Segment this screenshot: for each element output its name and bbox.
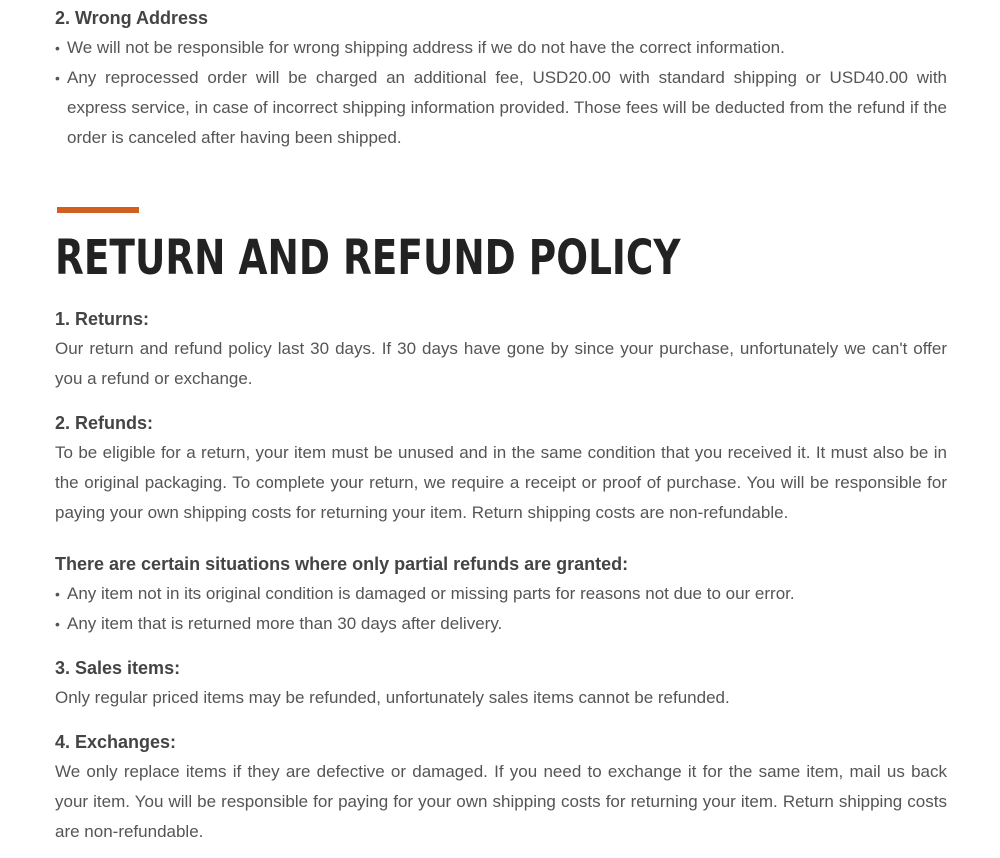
partial-refunds-bullet-1: Any item not in its original condition is damaged or missing parts for reasons not due to our error. — [67, 584, 795, 603]
bullet-icon: • — [55, 70, 60, 86]
sales-items-block — [55, 653, 947, 713]
exchanges-text: We only replace items if they are defective or damaged. If you need to exchange it for the same item, mail us back your item. You will be responsible for paying for your own shipping costs for returning your item. Return shipping costs are non-refundable. — [55, 762, 947, 841]
returns-text: Our return and refund policy last 30 days. If 30 days have gone by since your purchase, unfortunately we can't offer you a refund or exchange. — [55, 339, 947, 388]
refunds-title: 2. Refunds: — [55, 413, 154, 433]
list-item — [55, 579, 947, 609]
wrong-address-block — [55, 3, 947, 153]
refunds-text: To be eligible for a return, your item must be unused and in the same condition that you received it. It must also be in the original packaging. To complete your return, we require a receipt or proof of purchase. You will be responsible for paying your own shipping costs for returning your item. Return shipping costs are non-refundable. — [55, 443, 947, 522]
list-item — [55, 33, 947, 63]
refunds-block — [55, 408, 947, 528]
returns-title: 1. Returns: — [55, 309, 150, 329]
partial-refunds-bullet-2: Any item that is returned more than 30 days after delivery. — [67, 614, 503, 633]
wrong-address-bullet-1: We will not be responsible for wrong shipping address if we do not have the correct information. — [67, 38, 785, 57]
list-item — [55, 63, 947, 153]
bullet-icon: • — [55, 616, 60, 632]
partial-refunds-title: There are certain situations where only partial refunds are granted: — [55, 554, 629, 574]
exchanges-block — [55, 727, 947, 847]
exchanges-title: 4. Exchanges: — [55, 732, 177, 752]
bullet-icon: • — [55, 586, 60, 602]
returns-block — [55, 304, 947, 394]
sales-items-text: Only regular priced items may be refunded, unfortunately sales items cannot be refunded. — [55, 688, 730, 707]
wrong-address-bullet-2: Any reprocessed order will be charged an additional fee, USD20.00 with standard shipping or USD40.00 with express service, in case of incorrect shipping information provided. Those fees will be deducted from the refund if the order is canceled after having been shipped. — [67, 68, 947, 147]
wrong-address-title: 2. Wrong Address — [55, 8, 209, 28]
list-item — [55, 609, 947, 639]
heading-accent-bar — [57, 207, 139, 213]
page-title: RETURN AND REFUND POLICY — [55, 230, 681, 286]
bullet-icon: • — [55, 40, 60, 56]
partial-refunds-block — [55, 549, 947, 639]
sales-items-title: 3. Sales items: — [55, 658, 181, 678]
